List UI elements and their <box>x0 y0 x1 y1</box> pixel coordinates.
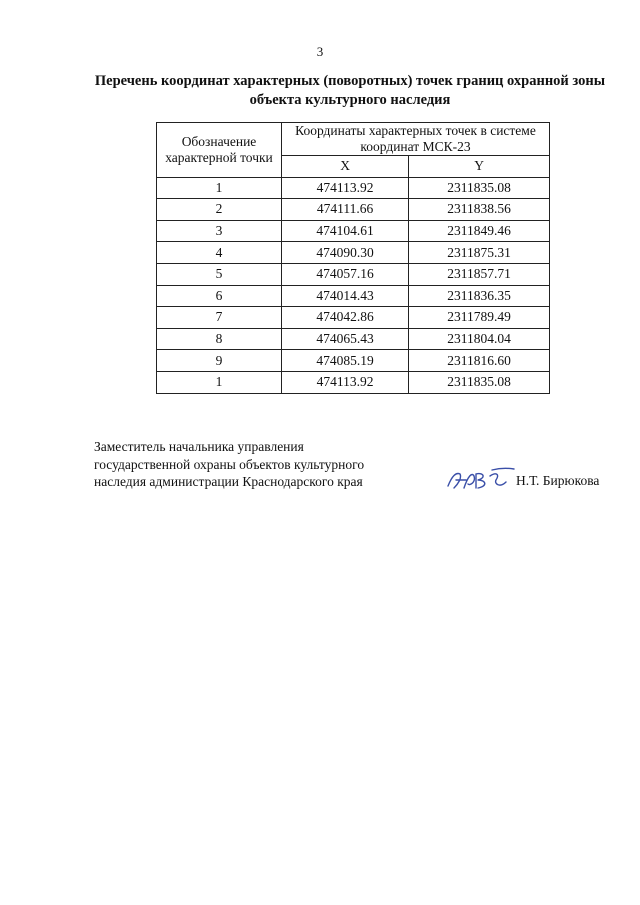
x-cell: 474113.92 <box>282 371 409 393</box>
x-cell: 474065.43 <box>282 328 409 350</box>
point-cell: 1 <box>157 177 282 199</box>
table-row <box>157 371 550 393</box>
y-cell: 2311789.49 <box>409 307 550 329</box>
position-line: Заместитель начальника управления <box>94 439 304 454</box>
point-cell: 5 <box>157 263 282 285</box>
x-cell: 474090.30 <box>282 242 409 264</box>
header-x: X <box>282 156 409 178</box>
y-cell: 2311849.46 <box>409 220 550 242</box>
document-title: Перечень координат характерных (поворотных) точек границ охранной зоны объекта культурного наследия <box>94 73 606 108</box>
table-row <box>157 328 550 350</box>
header-y: Y <box>409 156 550 178</box>
y-cell: 2311835.08 <box>409 177 550 199</box>
header-coordinates: Координаты характерных точек в системе координат МСК-23 <box>282 123 550 156</box>
x-cell: 474104.61 <box>282 220 409 242</box>
point-cell: 6 <box>157 285 282 307</box>
y-cell: 2311836.35 <box>409 285 550 307</box>
x-cell: 474111.66 <box>282 199 409 221</box>
table-row <box>157 199 550 221</box>
table-row <box>157 177 550 199</box>
table-row <box>157 242 550 264</box>
x-cell: 474042.86 <box>282 307 409 329</box>
point-cell: 2 <box>157 199 282 221</box>
y-cell: 2311804.04 <box>409 328 550 350</box>
y-cell: 2311857.71 <box>409 263 550 285</box>
y-cell: 2311816.60 <box>409 350 550 372</box>
page-number: 3 <box>316 44 324 59</box>
table-row <box>157 285 550 307</box>
x-cell: 474057.16 <box>282 263 409 285</box>
position-line: государственной охраны объектов культурного <box>94 456 365 472</box>
table-row <box>157 350 550 372</box>
point-cell: 4 <box>157 242 282 264</box>
table-row <box>157 220 550 242</box>
signatory-position <box>94 438 364 491</box>
point-cell: 9 <box>157 350 282 372</box>
point-cell: 8 <box>157 328 282 350</box>
y-cell: 2311835.08 <box>409 371 550 393</box>
point-cell: 7 <box>157 307 282 329</box>
point-cell: 3 <box>157 220 282 242</box>
coordinates-table <box>156 122 550 394</box>
x-cell: 474113.92 <box>282 177 409 199</box>
x-cell: 474014.43 <box>282 285 409 307</box>
table-row <box>157 307 550 329</box>
signer-name: Н.Т. Бирюкова <box>516 473 600 488</box>
point-cell: 1 <box>157 371 282 393</box>
table-row <box>157 263 550 285</box>
signature-stroke <box>448 468 514 488</box>
position-line: наследия администрации Краснодарского края <box>94 474 363 489</box>
y-cell: 2311838.56 <box>409 199 550 221</box>
y-cell: 2311875.31 <box>409 242 550 264</box>
header-point-designation: Обозначение характерной точки <box>157 123 282 178</box>
x-cell: 474085.19 <box>282 350 409 372</box>
handwritten-signature <box>444 466 516 494</box>
